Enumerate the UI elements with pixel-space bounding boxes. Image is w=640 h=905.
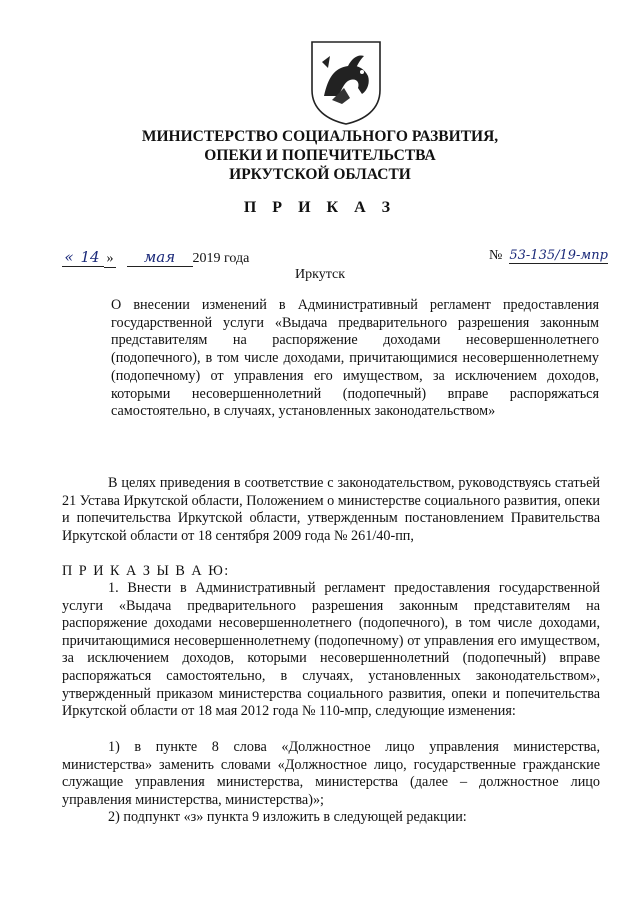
ministry-header [0,127,640,184]
order-subject [111,297,599,421]
date-day: 14 [76,248,104,267]
coat-of-arms-emblem [308,38,384,126]
orders-label: П Р И К А З Ы В А Ю: [62,563,230,579]
subitem-2-text: 2) подпункт «з» пункта 9 изложить в следующей редакции: [108,809,467,825]
number-value: 53-135/19-мпр [509,248,608,263]
header-line-2: ОПЕКИ И ПОПЕЧИТЕЛЬСТВА [204,147,436,164]
item-1-block [62,580,600,721]
item-1-text: 1. Внести в Административный регламент предоставления государственной услуги «Выдача предварительного разрешения законным представителям на распоряжение доходами несовершеннолетнего (подопечного), в том числе доходами, причитающимися несовершеннолетнему (подопечному) от управления его имуществом, за исключением доходов, которыми несовершеннолетний (подопечный) вправе распоряжаться самостоятельно, в случаях, установленных законодательством», утвержденный приказом министерства социального развития, опеки и попечительства Иркутской области от 18 мая 2012 года № 110-мпр, следующие изменения: [62,580,600,720]
header-line-3: ИРКУТСКОЙ ОБЛАСТИ [229,166,411,183]
city-name: Иркутск [294,267,346,282]
date-open-quote: « [62,248,76,267]
document-type-title: П Р И К А З [243,199,397,216]
date-year: 2019 года [192,251,250,266]
preamble-text: В целях приведения в соответствие с законодательством, руководствуясь статьей 21 Устава Иркутской области, Положением о министерстве социального развития, опеки и попечительства Иркутской области, утвержденным постановлением Правительства Иркутской области от 18 сентября 2009 года № 261/40-пп, [62,475,600,544]
order-date [62,248,249,268]
subitem-1-text: 1) в пункте 8 слова «Должностное лицо управления министерства, министерства» заменить словами «Должностное лицо, государственные гражданские служащие управления министерства, министерства (далее – должностное лицо управления министерства, министерства)»; [62,739,600,808]
preamble-block [62,475,600,545]
subitem-2-block [62,809,600,827]
date-month: мая [127,248,193,267]
number-prefix: № [489,248,503,263]
date-close-quote: » [104,251,116,268]
header-line-1: МИНИСТЕРСТВО СОЦИАЛЬНОГО РАЗВИТИЯ, [141,128,499,145]
subject-text: О внесении изменений в Административный регламент предоставления государственной услуги «Выдача предварительного разрешения законным представителям на распоряжение доходами несовершеннолетнего (подопечного), в том числе доходами, причитающимися несовершеннолетнему (подопечному) от управления его имуществом, за исключением доходов, которыми несовершеннолетний (подопечный) вправе распоряжаться самостоятельно, в случаях, установленных законодательством» [111,297,599,420]
subitem-1-block [62,739,600,809]
order-number [489,248,608,264]
